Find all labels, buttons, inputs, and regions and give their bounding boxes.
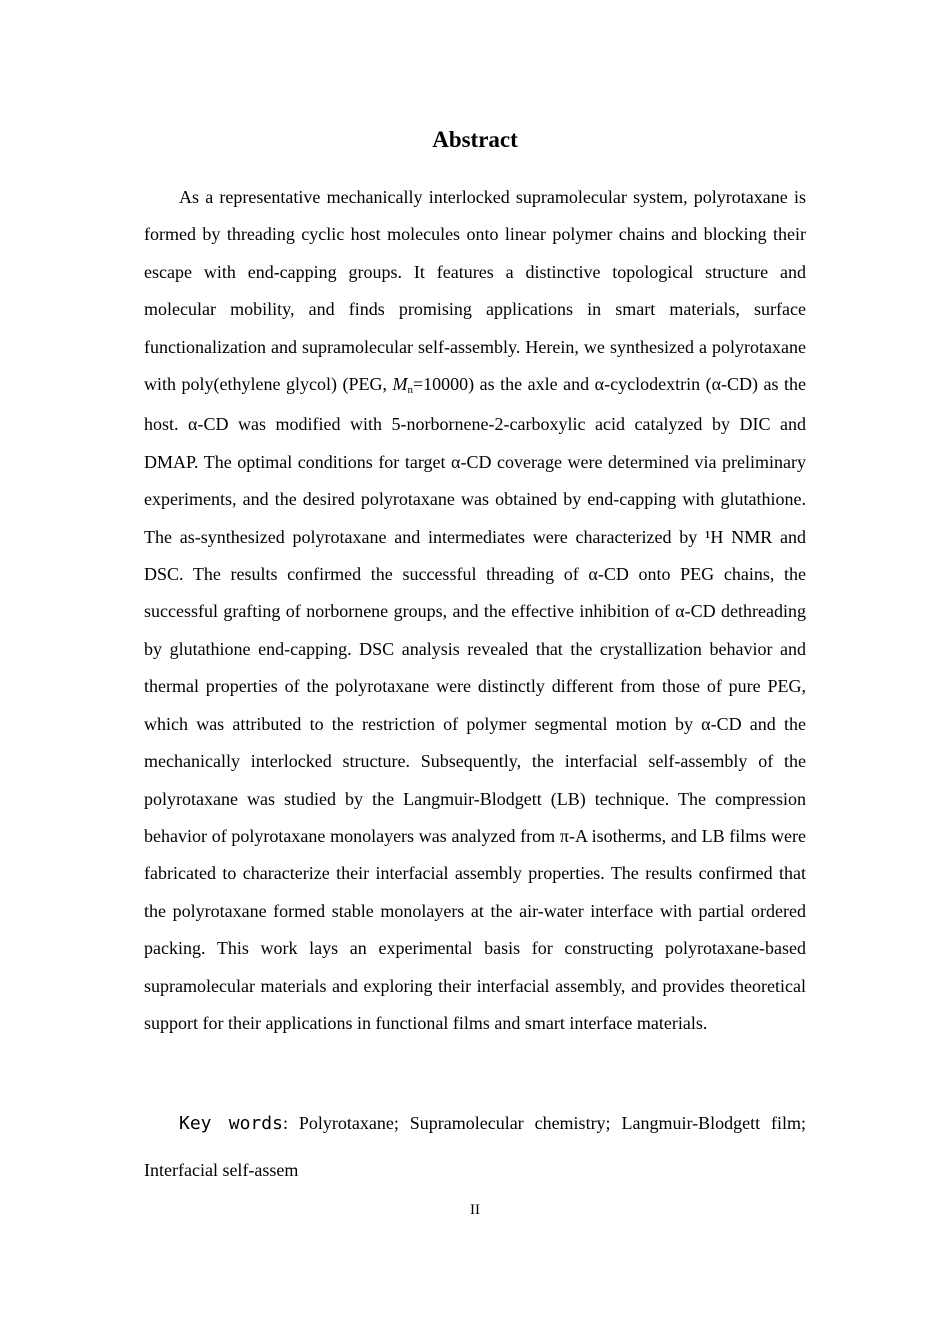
mn-symbol: M [392,374,408,395]
abstract-text-part1: As a representative mechanically interlocked supramolecular system, polyrotaxane is formed by threading cyclic host molecules onto linear polymer chains and blocking their escape with end-capping groups. It features a distinctive topological structure and molecular mobility, and finds promising applications in smart materials, surface functionalization and supramolecular self-assembly. Herein, we synthesized a polyrotaxane with poly(ethylene glycol) (PEG, [144,187,806,395]
keywords-separator: : [282,1113,299,1133]
abstract-text-part2: =10000) as the axle and α-cyclodextrin (α-CD) as the host. α-CD was modified with 5-norbornene-2-carboxylic acid catalyzed by DIC and DMAP. The optimal conditions for target α-CD coverage were determined via preliminary experiments, and the desired polyrotaxane was obtained by end-capping with glutathione. The as-synthesized polyrotaxane and intermediates were characterized by ¹H NMR and DSC. The results confirmed the successful threading of α-CD onto PEG chains, the successful grafting of norbornene groups, and the effective inhibition of α-CD dethreading by glutathione end-capping. DSC analysis revealed that the crystallization behavior and thermal properties of the polyrotaxane were distinctly different from those of pure PEG, which was attributed to the restriction of polymer segmental motion by α-CD and the mechanically interlocked structure. Subsequently, the interfacial self-assembly of the polyrotaxane was studied by the Langmuir-Blodgett (LB) technique. The compression behavior of polyrotaxane monolayers was analyzed from π-A isotherms, and LB films were fabricated to characterize their interfacial assembly properties. The results confirmed that the polyrotaxane formed stable monolayers at the air-water interface with partial ordered packing. This work lays an experimental basis for constructing polyrotaxane-based supramolecular materials and exploring their interfacial assembly, and provides theoretical support for their applications in functional films and smart interface materials. [144,374,807,1033]
page-number: II [470,1202,480,1218]
abstract-body [144,179,806,1042]
abstract-title: Abstract [432,127,518,152]
keywords-label: Key words [179,1113,283,1134]
keywords-paragraph [144,1100,806,1194]
keywords-text: Polyrotaxane; Supramolecular chemistry; Langmuir-Blodgett film; Interfacial self-assem [144,1113,806,1180]
mn-subscript: n [407,384,414,397]
